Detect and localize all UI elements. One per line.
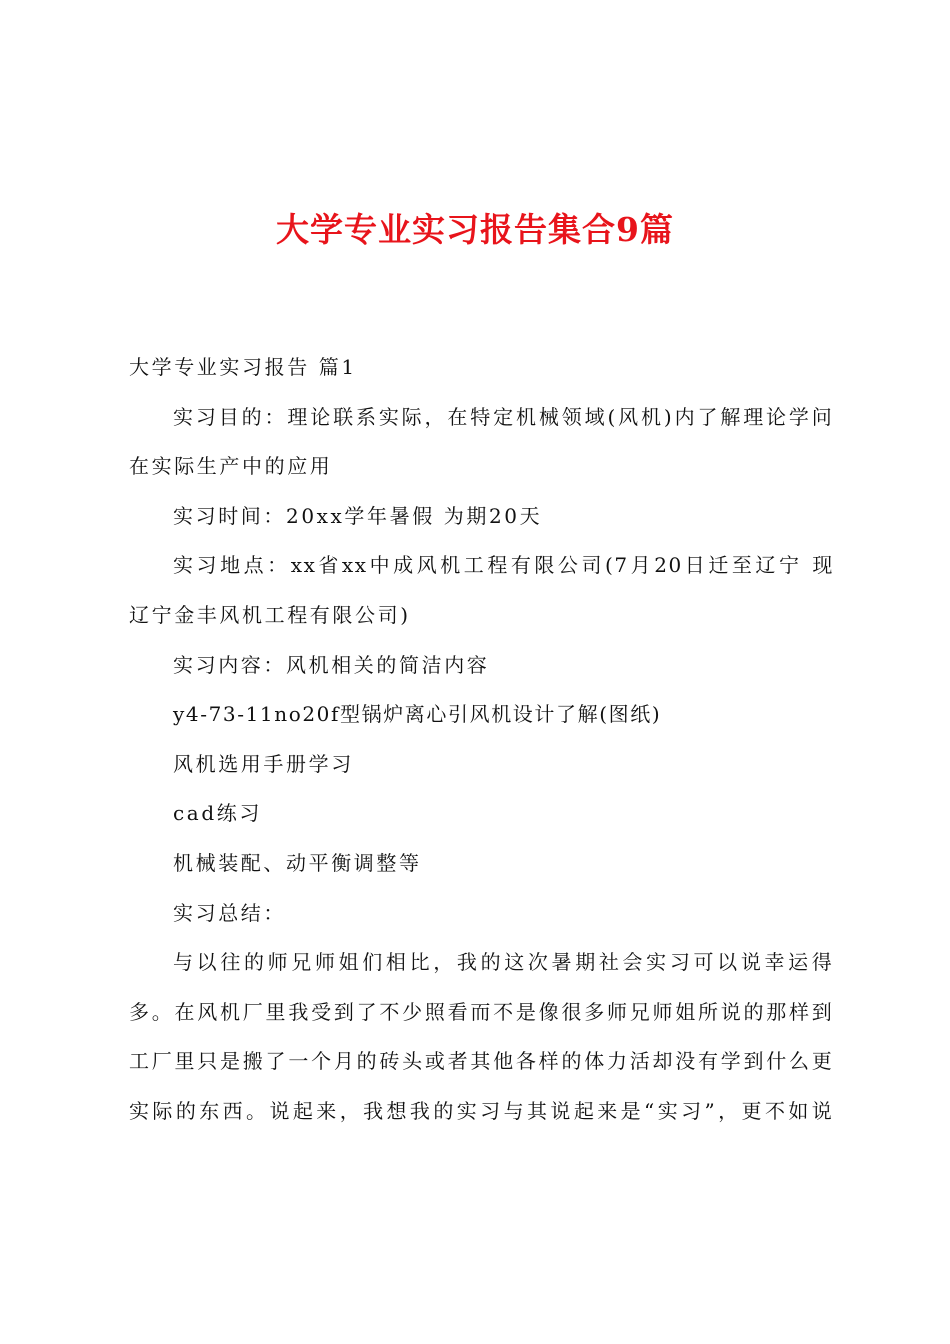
paragraph-line: cad练习 bbox=[173, 801, 262, 826]
document-title: 大学专业实习报告集合9篇 bbox=[276, 210, 674, 249]
paragraph-line: y4-73-11no20f型锅炉离心引风机设计了解(图纸) bbox=[173, 702, 662, 727]
paragraph-line: 实习目的：理论联系实际，在特定机械领域(风机)内了解理论学问 bbox=[173, 404, 834, 429]
paragraph-line: 实习总结： bbox=[173, 900, 286, 925]
paragraph-line: 实习地点：xx省xx中成风机工程有限公司(7月20日迁至辽宁 现 bbox=[173, 553, 834, 578]
document-body bbox=[129, 347, 834, 1141]
paragraph-line: 多。在风机厂里我受到了不少照看而不是像很多师兄师姐所说的那样到 bbox=[129, 999, 834, 1024]
paragraph-line: 与以往的师兄师姐们相比，我的这次暑期社会实习可以说幸运得 bbox=[173, 950, 834, 975]
paragraph-line: 实习时间：20xx学年暑假 为期20天 bbox=[173, 503, 543, 528]
paragraph-line: 风机选用手册学习 bbox=[173, 751, 354, 776]
paragraph-line: 实习内容：风机相关的简洁内容 bbox=[173, 652, 490, 677]
section-heading: 大学专业实习报告 篇1 bbox=[129, 355, 357, 379]
paragraph-line: 工厂里只是搬了一个月的砖头或者其他各样的体力活却没有学到什么更 bbox=[129, 1049, 834, 1074]
paragraph-line: 在实际生产中的应用 bbox=[129, 454, 333, 479]
paragraph-line: 机械装配、动平衡调整等 bbox=[173, 850, 422, 875]
paragraph-line: 实际的东西。说起来，我想我的实习与其说起来是“实习”，更不如说 bbox=[129, 1098, 834, 1123]
paragraph-line: 辽宁金丰风机工程有限公司) bbox=[129, 602, 411, 627]
